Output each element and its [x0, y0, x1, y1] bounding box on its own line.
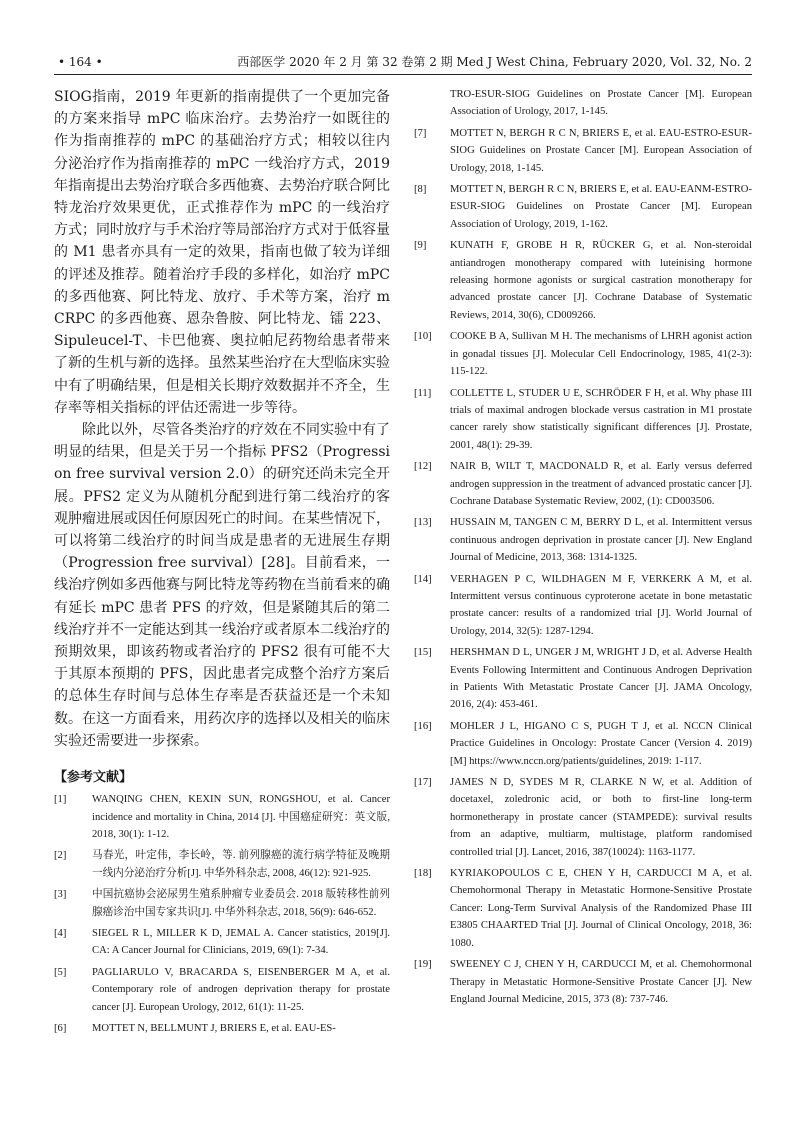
reference-text: MOTTET N, BELLMUNT J, BRIERS E, et al. EAU-ES- [92, 1022, 336, 1034]
reference-item [414, 328, 752, 380]
reference-number: [13] [414, 517, 432, 529]
reference-number: [12] [414, 461, 432, 473]
reference-item [414, 865, 752, 952]
reference-number: [5] [54, 966, 67, 978]
reference-text: COOKE B A, Sullivan M H. The mechanisms of LHRH agonist action in gonadal tissues [J]. Molecular Cell Endocrinology, 1985, 41(2-3): 115-122. [450, 331, 752, 378]
reference-number: [17] [414, 777, 432, 789]
reference-number: [9] [414, 240, 427, 252]
left-column [54, 86, 390, 1096]
reference-number: [11] [414, 387, 432, 399]
reference-item [414, 644, 752, 714]
reference-list-left [54, 791, 390, 1037]
reference-text: TRO-ESUR-SIOG Guidelines on Prostate Cancer [M]. European Association of Urology, 2017, 1-145. [450, 89, 752, 118]
reference-item [414, 237, 752, 324]
reference-text: MOTTET N, BERGH R C N, BRIERS E, et al. EAU-ESTRO-ESUR-SIOG Guidelines on Prostate Cancer [M]. European Association of Urology, 2018, 1-145. [450, 127, 752, 174]
reference-number: [4] [54, 927, 67, 939]
reference-item [54, 847, 390, 882]
reference-number: [6] [54, 1022, 67, 1034]
reference-text: SIEGEL R L, MILLER K D, JEMAL A. Cancer statistics, 2019[J]. CA: A Cancer Journal for Clinicians, 2019, 69(1): 7-34. [92, 927, 390, 957]
reference-item [54, 925, 390, 960]
reference-text: JAMES N D, SYDES M R, CLARKE N W, et al. Addition of docetaxel, zoledronic acid, or both to first-line long-term hormonetherapy in prostate cancer (STAMPEDE): survival results from an adaptive, multiarm, multistage, platform randomised controlled trial [J]. Lancet, 2016, 387(10024): 1163-1177. [450, 777, 752, 858]
reference-text: HUSSAIN M, TANGEN C M, BERRY D L, et al. Intermittent versus continuous androgen deprivation in prostate cancer [J]. New England Journal of Medicine, 2013, 368: 1314-1325. [450, 517, 752, 564]
reference-text: COLLETTE L, STUDER U E, SCHRÖDER F H, et al. Why phase III trials of maximal androgen blockade versus castration in M1 prostate cancer rarely show statistically significant differences [J]. Prostate, 2001, 48(1): 29-39. [450, 387, 752, 451]
reference-item [414, 181, 752, 233]
reference-text: 马春光，叶定伟，李长岭，等. 前列腺癌的流行病学特征及晚期一线内分泌治疗分析[J]. 中华外科杂志, 2008, 46(12): 921-925. [92, 850, 390, 879]
references-heading: 【参考文献】 [54, 770, 133, 786]
reference-text: SWEENEY C J, CHEN Y H, CARDUCCI M, et al. Chemohormonal Therapy in Metastatic Hormone-Sensitive Prostate Cancer [J]. New England Journal Medicine, 2015, 373 (8): 737-746. [450, 959, 752, 1005]
reference-item [414, 718, 752, 770]
reference-item [54, 1020, 390, 1037]
reference-item [414, 514, 752, 566]
reference-item [414, 125, 752, 177]
page-number: • 164 • [58, 55, 103, 69]
reference-number: [2] [54, 850, 67, 862]
reference-item [54, 964, 390, 1016]
reference-number: [16] [414, 720, 432, 732]
reference-item [54, 791, 390, 843]
reference-text: KUNATH F, GROBE H R, RÜCKER G, et al. Non-steroidal antiandrogen monotherapy compared with luteinising hormone releasing hormone agonists or surgical castration monotherapy for advanced prostate cancer [J]. Cochrane Database of Systematic Reviews, 2014, 30(6), CD009266. [450, 240, 752, 321]
body-paragraph-2: 除此以外，尽管各类治疗的疗效在不同实验中有了明显的结果，但是关于另一个指标 PFS2（Progression free survival version 2.0）的研究还尚未完全开展。PFS2 定义为从随机分配到进行第二线治疗的客观肿瘤进展或因任何原因死亡的时间。在某些情况下，可以将第二线治疗的时间当成是患者的无进展生存期（Progression free survival）[28]。目前看来，一线治疗例如多西他赛与阿比特龙等药物在当前看来的确有延长 mPC 患者 PFS 的疗效，但是紧随其后的第二线治疗并不一定能达到其一线治疗或者原本二线治疗的预期效果，即该药物或者治疗的 PFS2 很有可能不大于其原本预期的 PFS，因此患者完成整个治疗方案后的总体生存时间与总体生存率是否获益还是一个未知数。在这一方面看来，用药次序的选择以及相关的临床实验还需要进一步探索。 [54, 422, 390, 749]
reference-number [414, 86, 450, 121]
reference-text: NAIR B, WILT T, MACDONALD R, et al. Early versus deferred androgen suppression in the treatment of advanced prostatic cancer [J]. Cochrane Database Systematic Review, 2002, (1): CD003506. [450, 461, 752, 507]
reference-item [414, 571, 752, 641]
reference-item [414, 458, 752, 510]
body-text [54, 86, 390, 752]
reference-item [414, 774, 752, 861]
reference-item [414, 385, 752, 455]
reference-number: [7] [414, 127, 427, 139]
reference-text: PAGLIARULO V, BRACARDA S, EISENBERGER M A, et al. Contemporary role of androgen deprivation therapy for prostate cancer [J]. European Urology, 2012, 61(1): 11-25. [92, 966, 390, 1013]
right-column [414, 86, 752, 1096]
reference-text: MOHLER J L, HIGANO C S, PUGH T J, et al. NCCN Clinical Practice Guidelines in Oncology: Prostate Cancer (Version 4. 2019) [M] https://www.nccn.org/patients/guidelines, 2019: 1-117. [450, 720, 752, 767]
reference-item [414, 86, 752, 121]
reference-text: KYRIAKOPOULOS C E, CHEN Y H, CARDUCCI M A, et al. Chemohormonal Therapy in Metastatic Hormone-Sensitive Prostate Cancer: Long-Term Survival Analysis of the Randomized Phase III E3805 CHAARTED Trial [J]. Journal of Clinical Oncology, 2018, 36: 1080. [450, 868, 752, 949]
reference-text: HERSHMAN D L, UNGER J M, WRIGHT J D, et al. Adverse Health Events Following Intermittent and Continuous Androgen Deprivation in Patients With Metastatic Prostate Cancer [J]. JAMA Oncology, 2016, 2(4): 453-461. [450, 647, 752, 711]
reference-number: [15] [414, 647, 432, 659]
reference-text: VERHAGEN P C, WILDHAGEN M F, VERKERK A M, et al. Intermittent versus continuous cyproterone acetate in bone metastatic prostate cancer: results of a randomized trial [J]. World Journal of Urology, 2014, 32(5): 1287-1294. [450, 573, 752, 637]
reference-number: [3] [54, 889, 67, 901]
reference-number: [14] [414, 573, 432, 585]
reference-number: [10] [414, 331, 432, 343]
running-header [54, 52, 752, 75]
body-paragraph-1: SIOG指南，2019 年更新的指南提供了一个更加完备的方案来指导 mPC 临床治疗。去势治疗一如既往的作为指南推荐的 mPC 的基础治疗方式；相较以往内分泌治疗作为指南推荐的 mPC 一线治疗方式，2019 年指南提出去势治疗联合多西他赛、去势治疗联合阿比特龙治疗效果更优，正式推荐作为 mPC 的一线治疗方式；同时放疗与手术治疗等局部治疗方式对于低容量的 M1 患者亦具有一定的效果，指南也做了较为详细的评述及推荐。随着治疗手段的多样化，如治疗 mPC 的多西他赛、阿比特龙、放疗、手术等方案，治疗 mCRPC 的多西他赛、恩杂鲁胺、阿比特龙、镭 223、Sipuleucel-T、卡巴他赛、奥拉帕尼药物给患者带来了新的生机与新的选择。虽然某些治疗在大型临床实验中有了明确结果，但是相关长期疗效数据并不齐全，生存率等相关指标的评估还需进一步等待。 [54, 89, 390, 416]
reference-text: WANQING CHEN, KEXIN SUN, RONGSHOU, et al. Cancer incidence and mortality in China, 2014 [J]. 中国癌症研究：英文版, 2018, 30(1): 1-12. [92, 794, 390, 840]
reference-number: [18] [414, 868, 432, 880]
reference-number: [8] [414, 184, 427, 196]
reference-text: MOTTET N, BERGH R C N, BRIERS E, et al. EAU-EANM-ESTRO-ESUR-SIOG Guidelines on Prostate Cancer [M]. European Association of Urology, 2019, 1-162. [450, 184, 752, 230]
reference-number: [19] [414, 959, 432, 971]
reference-item [54, 886, 390, 921]
journal-citation: 西部医学 2020 年 2 月 第 32 卷第 2 期 Med J West China, February 2020, Vol. 32, No. 2 [237, 55, 752, 69]
reference-number: [1] [54, 794, 67, 806]
reference-text: 中国抗癌协会泌尿男生殖系肿瘤专业委员会. 2018 版转移性前列腺癌诊治中国专家共识[J]. 中华外科杂志, 2018, 56(9): 646-652. [92, 889, 390, 918]
reference-item [414, 956, 752, 1008]
